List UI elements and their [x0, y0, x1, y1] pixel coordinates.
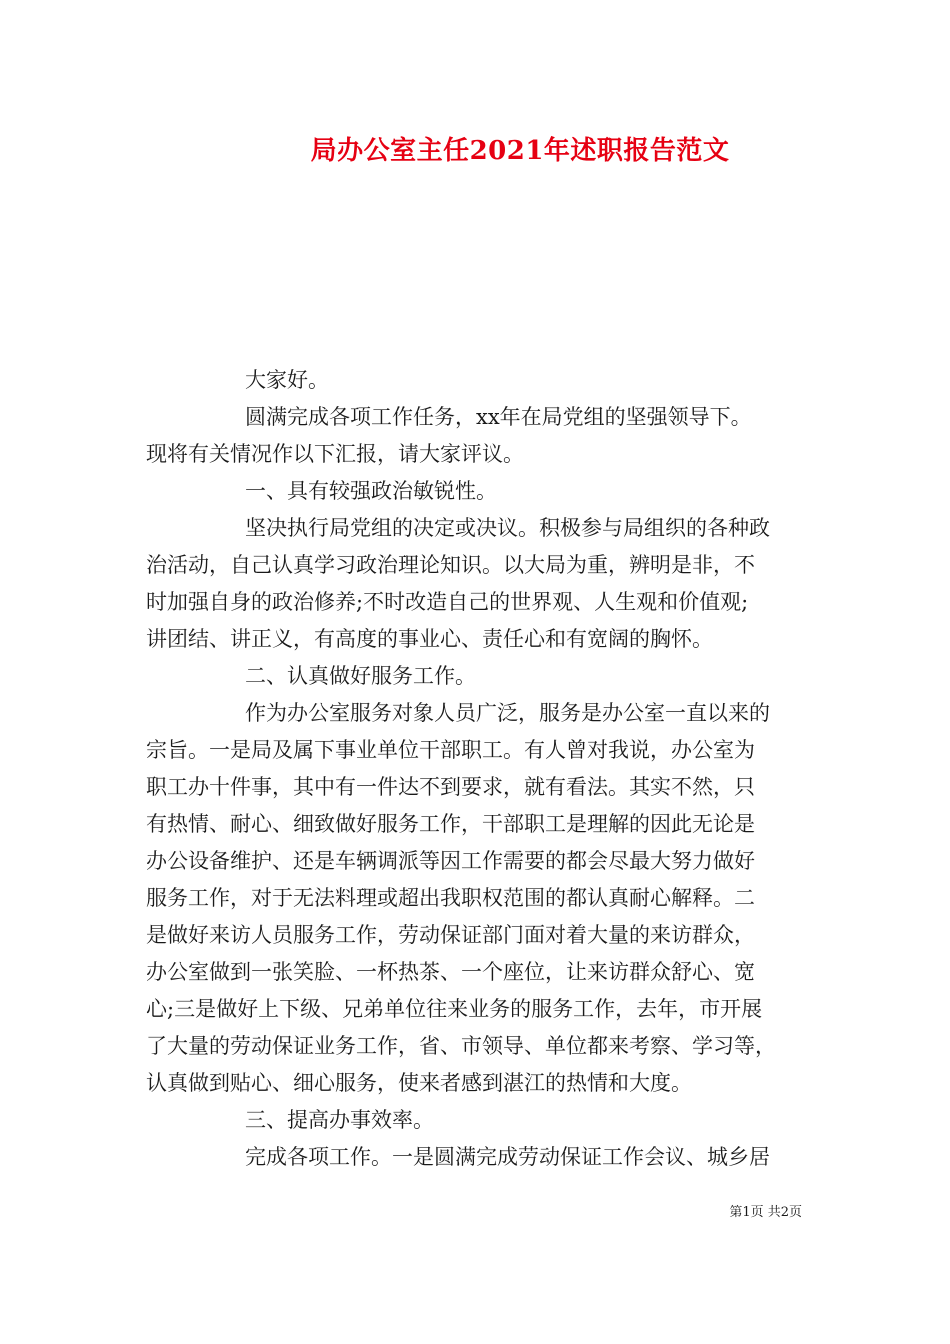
text-line: 宗旨。一是局及属下事业单位干部职工。有人曾对我说，办公室为 [146, 738, 755, 762]
text-line: 是做好来访人员服务工作，劳动保证部门面对着大量的来访群众， [146, 923, 755, 947]
text-line: 二、认真做好服务工作。 [245, 664, 476, 688]
text-line: 一、具有较强政治敏锐性。 [245, 479, 497, 503]
text-line: 服务工作，对于无法料理或超出我职权范围的都认真耐心解释。二 [146, 886, 755, 910]
text-line: 讲团结、讲正义，有高度的事业心、责任心和有宽阔的胸怀。 [146, 627, 713, 651]
text-line: 认真做到贴心、细心服务，使来者感到湛江的热情和大度。 [146, 1071, 692, 1095]
text-line: 办公设备维护、还是车辆调派等因工作需要的都会尽最大努力做好 [146, 849, 755, 873]
page-footer: 第1页 共2页 [729, 1205, 802, 1220]
document-title: 局办公室主任2021年述职报告范文 [310, 136, 730, 166]
text-line: 职工办十件事，其中有一件达不到要求，就有看法。其实不然，只 [146, 775, 755, 799]
text-line: 作为办公室服务对象人员广泛，服务是办公室一直以来的 [245, 701, 770, 725]
text-line: 时加强自身的政治修养;不时改造自己的世界观、人生观和价值观; [146, 590, 749, 614]
text-line: 有热情、耐心、细致做好服务工作，干部职工是理解的因此无论是 [146, 812, 755, 836]
text-line: 圆满完成各项工作任务，xx年在局党组的坚强领导下。 [245, 405, 752, 429]
text-line: 大家好。 [245, 368, 329, 392]
text-line: 心;三是做好上下级、兄弟单位往来业务的服务工作，去年，市开展 [146, 997, 763, 1021]
text-line: 完成各项工作。一是圆满完成劳动保证工作会议、城乡居 [245, 1145, 770, 1169]
document-body [146, 362, 816, 1176]
text-line: 三、提高办事效率。 [245, 1108, 434, 1132]
text-line: 坚决执行局党组的决定或决议。积极参与局组织的各种政 [245, 516, 770, 540]
text-line: 治活动，自己认真学习政治理论知识。以大局为重，辨明是非，不 [146, 553, 755, 577]
text-line: 现将有关情况作以下汇报，请大家评议。 [146, 442, 524, 466]
text-line: 了大量的劳动保证业务工作，省、市领导、单位都来考察、学习等， [146, 1034, 776, 1058]
text-line: 办公室做到一张笑脸、一杯热茶、一个座位，让来访群众舒心、宽 [146, 960, 755, 984]
